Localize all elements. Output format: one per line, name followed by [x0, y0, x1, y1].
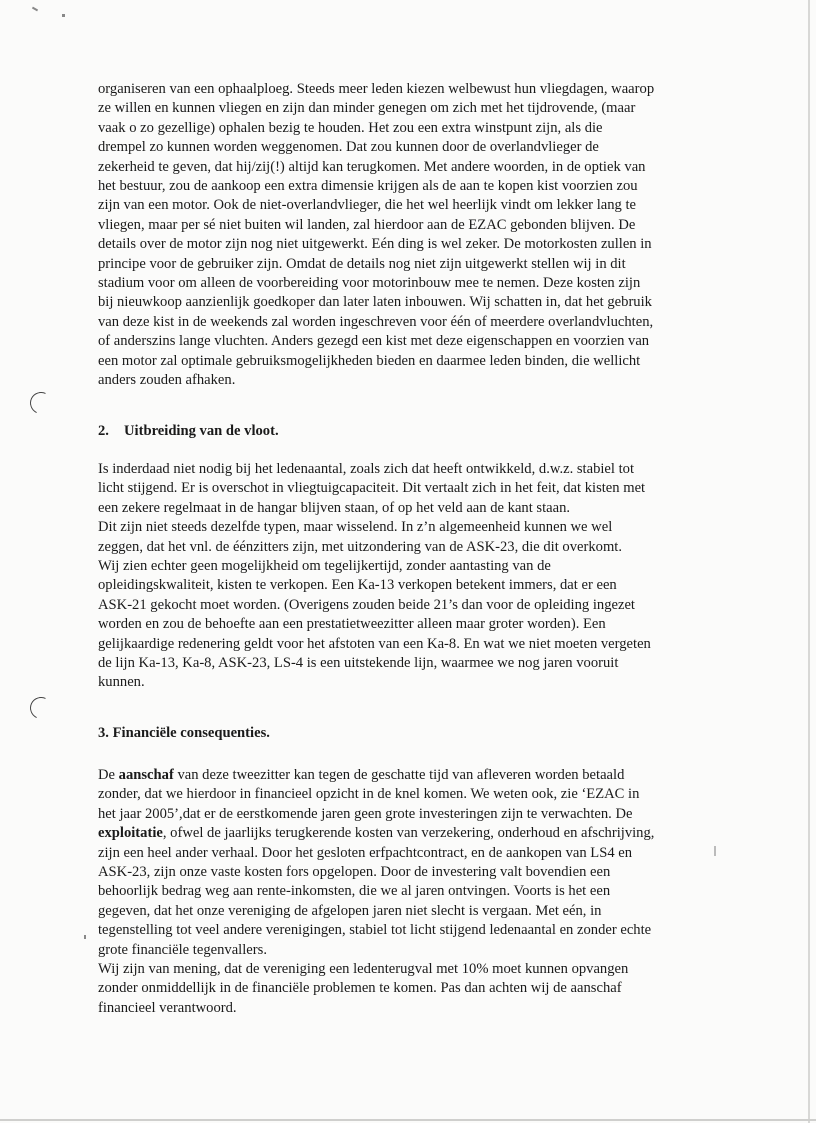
text-line: Is inderdaad niet nodig bij het ledenaantal, zoals zich dat heeft ontwikkeld, d.w.z. stabiel tot	[98, 461, 635, 477]
scan-speck	[32, 7, 38, 12]
text-line: zonder, dat we hierdoor in financieel opzicht in de knel komen. We weten ook, zie ‘EZAC in	[98, 786, 640, 803]
text-line	[98, 824, 708, 843]
section-3-body	[98, 766, 708, 1018]
text-line: bij nieuwkoop aanzienlijk goedkoper dan later laten inbouwen. Wij schatten in, dat het gebruik	[98, 294, 652, 311]
text-line: grote financiële tegenvallers.	[98, 941, 267, 958]
scan-speck	[714, 846, 716, 856]
text-line: ASK-21 gekocht moet worden. (Overigens zouden beide 21’s dan voor de opleiding ingezet	[98, 596, 635, 613]
text-line: een motor zal optimale gebruiksmogelijkheden bieden en daarmee leden binden, die wellicht	[98, 352, 641, 369]
section-2-title: Uitbreiding van de vloot.	[124, 423, 279, 439]
text-line: ze willen en kunnen vliegen en zijn dan minder genegen om zich met het tijdrovende, (maar	[98, 100, 636, 117]
scan-speck	[62, 14, 65, 17]
text-line: Wij zien echter geen mogelijkheid om tegelijkertijd, zonder aantasting van de	[98, 558, 551, 575]
text-line: van deze kist in de weekends zal worden ingeschreven voor één of meerdere overlandvluchten,	[98, 313, 654, 330]
text-line: organiseren van een ophaalploeg. Steeds meer leden kiezen welbewust hun vliegdagen, waarop	[98, 81, 655, 97]
text-line: zeggen, dat het vnl. de éénzitters zijn, met uitzondering van de ASK-23, die dit overkomt.	[98, 538, 623, 555]
text-line: ASK-23, zijn onze vaste kosten fors opgelopen. Door de investering valt bovendien een	[98, 864, 611, 881]
text-line: gegeven, dat het onze vereniging de afgelopen jaren niet slecht is vergaan. Met eén, in	[98, 902, 602, 919]
text-line: kunnen.	[98, 674, 145, 691]
text-line: Wij zijn van mening, dat de vereniging een ledenterugval met 10% moet kunnen opvangen	[98, 961, 629, 978]
text-line: behoorlijk bedrag weg aan rente-inkomsten, die we al jaren ontvingen. Voorts is het een	[98, 883, 611, 900]
emphasis-aanschaf: aanschaf	[118, 767, 174, 783]
text-line: drempel zo kunnen worden weggenomen. Dat zou kunnen door de overlandvlieger de	[98, 139, 599, 156]
text-line: details over de motor zijn nog niet uitgewerkt. Eén ding is wel zeker. De motorkosten zullen in	[98, 236, 652, 253]
section-3-title: Financiële consequenties.	[112, 725, 270, 741]
text-line: zijn van een motor. Ook de niet-overlandvlieger, die het wel heerlijk vindt om lekker lang te	[98, 197, 636, 214]
text-line: een zekere regelmaat in de hangar blijven staan, of op het veld aan de kant staan.	[98, 499, 571, 516]
text-line: vaak o zo gezellige) ophalen bezig te houden. Het zou een extra winstpunt zijn, als die	[98, 119, 603, 136]
text-run: , ofwel de jaarlijks terugkerende kosten van verzekering, onderhoud en afschrijving,	[162, 825, 655, 842]
text-line: stadium voor om alleen de voorbereiding voor motorinbouw mee te nemen. Deze kosten zijn	[98, 275, 641, 292]
scan-speck	[84, 935, 86, 939]
punch-hole-mark	[27, 389, 55, 417]
section-3-number: 3.	[98, 725, 109, 741]
text-line	[98, 766, 708, 785]
text-line: het bestuur, zou de aankoop een extra dimensie krijgen als de aan te kopen kist voorzien zou	[98, 178, 638, 195]
text-line: vliegen, maar per sé niet buiten wil landen, zal hierdoor aan de EZAC gebonden blijven. De	[98, 216, 636, 233]
section-2-body	[98, 460, 708, 693]
text-line: of anderszins lange vluchten. Anders gezegd een kist met deze eigenschappen en voorzien van	[98, 333, 650, 350]
punch-hole-mark	[27, 694, 55, 722]
text-line: zonder onmiddellijk in de financiële problemen te komen. Pas dan achten wij de aanschaf	[98, 980, 622, 997]
section-3-heading	[98, 725, 270, 742]
text-line: licht stijgend. Er is overschot in vliegtuigcapaciteit. Dit vertaalt zich in het feit, dat kisten met	[98, 480, 646, 497]
section-2-heading	[98, 423, 279, 440]
text-line: opleidingskwaliteit, kisten te verkopen. Een Ka-13 verkopen betekent immers, dat er een	[98, 577, 617, 594]
text-line: worden en zou de behoefte aan een prestatietweezitter alleen maar groter worden). Een	[98, 616, 606, 633]
text-line: zijn een heel ander verhaal. Door het gesloten erfpachtcontract, en de aankopen van LS4 en	[98, 844, 633, 861]
text-line: financieel verantwoord.	[98, 999, 237, 1016]
text-line: het jaar 2005’,dat er de eerstkomende jaren geen grote investeringen zijn te verwachten. De	[98, 805, 633, 822]
text-line: tegenstelling tot veel andere verenigingen, stabiel tot licht stijgend ledenaantal en zonder echte	[98, 922, 652, 939]
scan-bottom-edge	[0, 1119, 816, 1121]
text-run: De	[98, 767, 119, 783]
text-line: Dit zijn niet steeds dezelfde typen, maar wisselend. In z’n algemeenheid kunnen we wel	[98, 519, 613, 536]
emphasis-exploitatie: exploitatie	[98, 825, 163, 842]
text-line: principe voor de gebruiker zijn. Omdat de details nog niet zijn uitgewerkt stellen wij in dit	[98, 255, 626, 272]
text-line: anders zouden afhaken.	[98, 372, 236, 389]
text-line: gelijkaardige redenering geldt voor het afstoten van een Ka-8. En wat we niet moeten vergeten	[98, 635, 651, 652]
paragraph-motor	[98, 80, 708, 391]
text-run: van deze tweezitter kan tegen de geschatte tijd van afleveren worden betaald	[173, 767, 625, 783]
scan-edge-shadow	[808, 0, 810, 1123]
text-line: de lijn Ka-13, Ka-8, ASK-23, LS-4 is een uitstekende lijn, waarmee we nog jaren vooruit	[98, 655, 619, 672]
section-2-number: 2.	[98, 423, 109, 439]
text-line: zekerheid te geven, dat hij/zij(!) altijd kan terugkomen. Met andere woorden, in de optiek van	[98, 158, 646, 175]
